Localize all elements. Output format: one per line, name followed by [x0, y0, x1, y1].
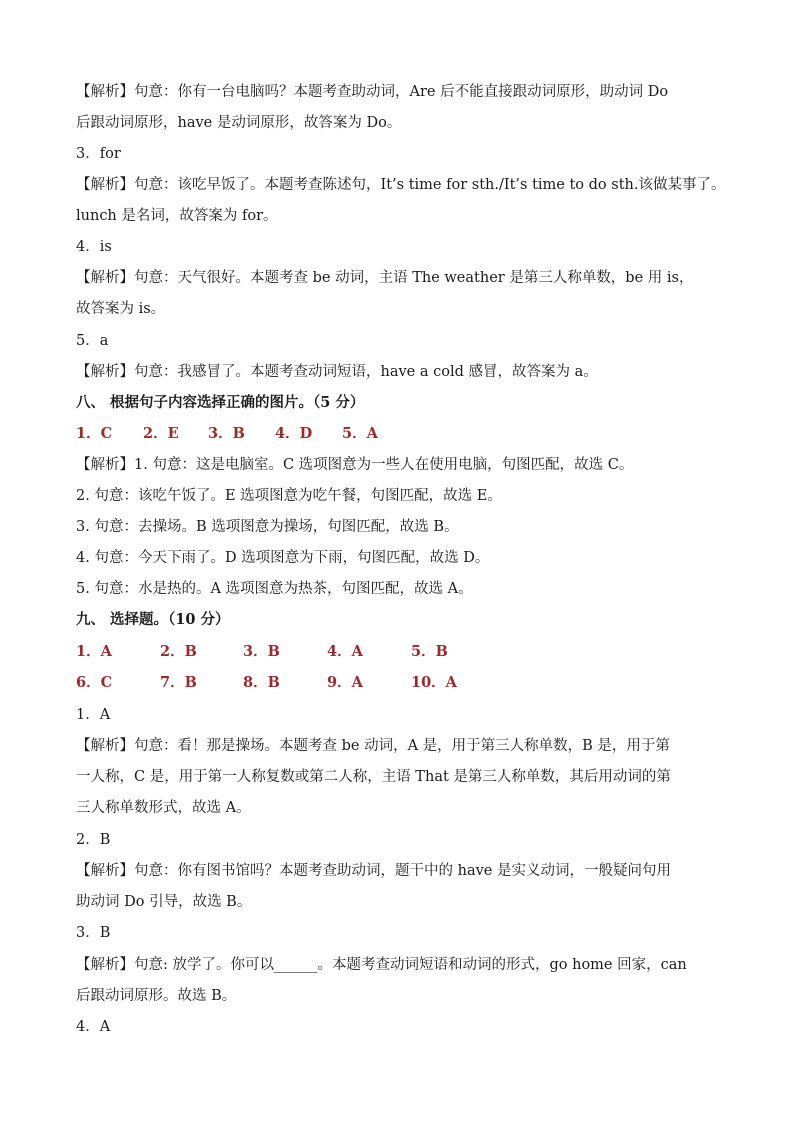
- analysis-eight-1: 【解析】1. 句意：这是电脑室。C 选项图意为一些人在使用电脑，句图匹配，故选 C。: [76, 457, 634, 473]
- answer-item: 1．C: [76, 425, 113, 442]
- analysis-eight-2: 2. 句意：该吃午饭了。E 选项图意为吃午餐，句图匹配，故选 E。: [76, 488, 502, 504]
- analysis-nine-q1-line3: 三人称单数形式，故选 A。: [76, 800, 251, 816]
- answer-nine-q2: 2．B: [76, 832, 111, 848]
- analysis-eight-4: 4. 句意：今天下雨了。D 选项图意为下雨，句图匹配，故选 D。: [76, 550, 490, 566]
- answer-item: 6．C: [76, 674, 113, 691]
- answer-item: 8．B: [243, 674, 280, 691]
- analysis-nine-q1-line1: 【解析】句意：看！那是操场。本题考查 be 动词，A 是，用于第三人称单数，B 是，用于第: [76, 738, 670, 754]
- answer-q4: 4．is: [76, 239, 112, 255]
- answer-item: 4．A: [327, 643, 363, 660]
- answer-item: 3．B: [243, 643, 280, 660]
- analysis-q4-line2: 故答案为 is。: [76, 301, 166, 317]
- analysis-nine-q3-line1: 【解析】句意: 放学了。你可以______。本题考查动词短语和动词的形式，go home 回家，can: [76, 957, 687, 973]
- answer-item: 7．B: [160, 674, 197, 691]
- analysis-q2-line2: 后跟动词原形，have 是动词原形，故答案为 Do。: [76, 115, 402, 131]
- analysis-nine-q3-line2: 后跟动词原形。故选 B。: [76, 988, 237, 1004]
- answer-q3: 3．for: [76, 146, 121, 162]
- answer-nine-q3: 3．B: [76, 925, 111, 941]
- answer-item: 2．E: [143, 425, 179, 442]
- answer-item: 10．A: [411, 674, 457, 691]
- section-nine-heading: 九、 选择题。（10 分）: [76, 611, 230, 628]
- answer-nine-q4: 4．A: [76, 1019, 111, 1035]
- answer-item: 5．B: [411, 643, 448, 660]
- answer-item: 3．B: [208, 425, 245, 442]
- analysis-q3-line1: 【解析】句意：该吃早饭了。本题考查陈述句，It’s time for sth./It’s time to do sth.该做某事了。: [76, 177, 726, 193]
- analysis-nine-q2-line2: 助动词 Do 引导，故选 B。: [76, 894, 252, 910]
- analysis-eight-3: 3. 句意：去操场。B 选项图意为操场，句图匹配，故选 B。: [76, 519, 459, 535]
- analysis-q5: 【解析】句意：我感冒了。本题考查动词短语，have a cold 感冒，故答案为 a。: [76, 364, 598, 380]
- answer-q5: 5．a: [76, 333, 109, 349]
- answer-item: 2．B: [160, 643, 197, 660]
- analysis-q4-line1: 【解析】句意：天气很好。本题考查 be 动词，主语 The weather 是第三人称单数，be 用 is，: [76, 270, 694, 286]
- analysis-nine-q1-line2: 一人称，C 是，用于第一人称复数或第二人称，主语 That 是第三人称单数，其后用动词的第: [76, 769, 671, 785]
- analysis-q2-line1: 【解析】句意：你有一台电脑吗？本题考查助动词，Are 后不能直接跟动词原形，助动词 Do: [76, 84, 669, 100]
- answer-nine-q1: 1．A: [76, 707, 111, 723]
- answer-item: 1．A: [76, 643, 112, 660]
- answer-item: 5．A: [342, 425, 378, 442]
- answer-item: 4．D: [275, 425, 313, 442]
- analysis-eight-5: 5. 句意：水是热的。A 选项图意为热茶，句图匹配，故选 A。: [76, 581, 473, 597]
- analysis-nine-q2-line1: 【解析】句意：你有图书馆吗？本题考查助动词，题干中的 have 是实义动词，一般疑问句用: [76, 863, 671, 879]
- section-eight-heading: 八、 根据句子内容选择正确的图片。（5 分）: [76, 394, 365, 411]
- analysis-q3-line2: lunch 是名词，故答案为 for。: [76, 208, 278, 224]
- answer-item: 9．A: [327, 674, 363, 691]
